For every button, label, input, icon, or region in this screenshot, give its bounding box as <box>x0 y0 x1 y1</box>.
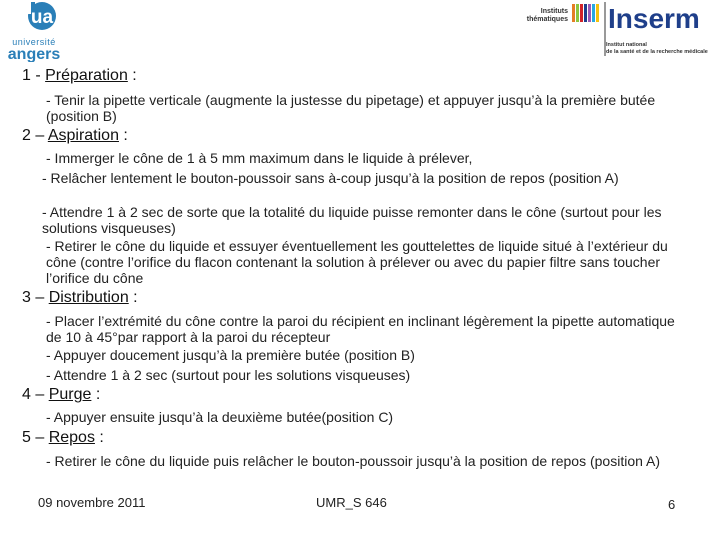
instruction-item: - Appuyer ensuite jusqu’à la deuxième butée(position C) <box>46 409 394 425</box>
logo-line1: université <box>12 37 56 47</box>
inserm-small-line2: thématiques <box>526 16 568 23</box>
instruction-item: - Attendre 1 à 2 sec (surtout pour les solutions visqueuses) <box>46 367 411 383</box>
section-number: 3 – <box>22 289 49 306</box>
inserm-logo <box>520 0 720 60</box>
section-title: Aspiration <box>47 127 119 144</box>
instruction-item: - Retirer le cône du liquide et essuyer éventuellement les gouttelettes de liquide situé à l’extérieur du cône (contre l’orifice du flacon contenant la solution à prélever ou avec du papier filtre sans toucher l’orifice du cône <box>46 238 668 286</box>
instruction-item: - Appuyer doucement jusqu’à la première butée (position B) <box>46 347 415 363</box>
section-number: 5 – <box>22 429 49 446</box>
inserm-sub2: de la santé et de la recherche médicale <box>606 49 708 55</box>
instruction-item: - Tenir la pipette verticale (augmente la justesse du pipetage) et appuyer jusqu’à la première butée (position B) <box>46 92 656 124</box>
section-colon: : <box>128 289 138 306</box>
color-bars-icon <box>572 4 599 22</box>
section-heading <box>22 127 128 145</box>
section-title: Distribution <box>48 289 129 306</box>
page-number: 6 <box>668 497 676 512</box>
section-heading <box>22 67 137 85</box>
footer-date: 09 novembre 2011 <box>38 495 146 510</box>
section-title: Purge <box>48 386 92 403</box>
section-number: 2 – <box>22 127 48 144</box>
ua-mark-icon <box>2 0 66 62</box>
section-title: Repos <box>48 429 95 446</box>
universite-angers-logo <box>2 0 66 62</box>
section-heading <box>22 289 138 307</box>
footer-unit: UMR_S 646 <box>316 495 387 510</box>
inserm-logo-graphic <box>520 0 720 60</box>
logo-mark-text: ua <box>30 7 54 28</box>
section-heading <box>22 386 100 404</box>
instruction-item: - Immerger le cône de 1 à 5 mm maximum dans le liquide à prélever, <box>46 150 473 166</box>
section-title: Préparation <box>45 67 128 84</box>
inserm-brand: Inserm <box>608 3 700 34</box>
section-heading <box>22 429 104 447</box>
section-colon: : <box>91 386 101 403</box>
section-number: 1 - <box>22 67 46 84</box>
inserm-small-line1: Instituts <box>540 8 568 15</box>
section-colon: : <box>118 127 128 144</box>
section-colon: : <box>127 67 137 84</box>
logo-line2: angers <box>7 46 61 62</box>
instruction-item: - Attendre 1 à 2 sec de sorte que la totalité du liquide puisse remonter dans le cône (surtout pour les solutions visqueuses) <box>42 204 662 236</box>
section-number: 4 – <box>22 386 49 403</box>
section-colon: : <box>94 429 104 446</box>
instruction-item: - Retirer le cône du liquide puis relâcher le bouton-poussoir jusqu’à la position de repos (position A) <box>46 453 661 469</box>
instruction-item: - Placer l’extrémité du cône contre la paroi du récipient en inclinant légèrement la pipette automatique de 10 à 45°par rapport à la paroi du récepteur <box>46 313 675 345</box>
inserm-sub1: Institut national <box>606 42 647 48</box>
instruction-item: - Relâcher lentement le bouton-poussoir sans à-coup jusqu’à la position de repos (position A) <box>42 170 619 186</box>
